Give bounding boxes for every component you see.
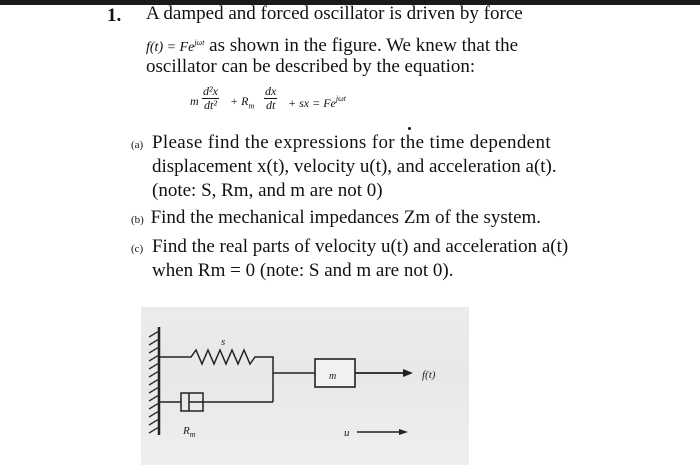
eq-second-derivative: $\frac{\text{d²x}}{\text{dt²}}$ xyxy=(203,84,218,112)
force-arrowhead xyxy=(403,369,413,377)
spring-label: s xyxy=(221,336,226,348)
velocity-arrowhead xyxy=(399,429,408,435)
problem-line-2-rest: as shown in the figure. We knew that the xyxy=(209,35,519,56)
damper-label: $R_m$ xyxy=(183,425,196,439)
part-a-line-1: (a) Please find the expressions for the time dependent xyxy=(131,132,551,153)
velocity-label: u xyxy=(344,427,350,439)
part-c-line-1: (c) Find the real parts of velocity u(t) and acceleration a(t) xyxy=(131,236,569,257)
eq-plus-r: + $R_m$ xyxy=(230,94,255,111)
problem-line-2 xyxy=(146,32,518,59)
part-a-marker: (a) xyxy=(131,139,144,151)
part-a-line-3: (note: S, Rm, and m are not 0) xyxy=(152,180,383,201)
problem-line-1: A damped and forced oscillator is driven by force xyxy=(146,3,523,24)
part-b-marker: (b) xyxy=(131,214,144,226)
part-b-line-1: (b) Find the mechanical impedances Zm of the system. xyxy=(131,207,542,228)
eq-first-derivative: $\frac{dx}{dt}$ xyxy=(265,84,277,112)
oscillator-figure xyxy=(141,307,469,465)
eq-m: m xyxy=(190,94,199,108)
force-expression: f(t) = Fe xyxy=(146,40,195,55)
end-dot xyxy=(408,127,411,130)
problem-line-3: oscillator can be described by the equation: xyxy=(146,56,476,77)
wall-hatching xyxy=(149,331,159,433)
force-exponent: jωt xyxy=(194,38,205,47)
part-a-line-2: displacement x(t), velocity u(t), and acceleration a(t). xyxy=(152,156,557,177)
eq-rest: + sx = $Fe^{j\omega t}$ xyxy=(288,94,346,110)
force-label: f(t) xyxy=(422,369,436,381)
part-c-marker: (c) xyxy=(131,243,144,255)
mass-label: m xyxy=(329,371,337,382)
part-c-line-2: when Rm = 0 (note: S and m are not 0). xyxy=(152,260,454,281)
spring xyxy=(159,350,273,373)
question-number: 1. xyxy=(107,5,122,26)
